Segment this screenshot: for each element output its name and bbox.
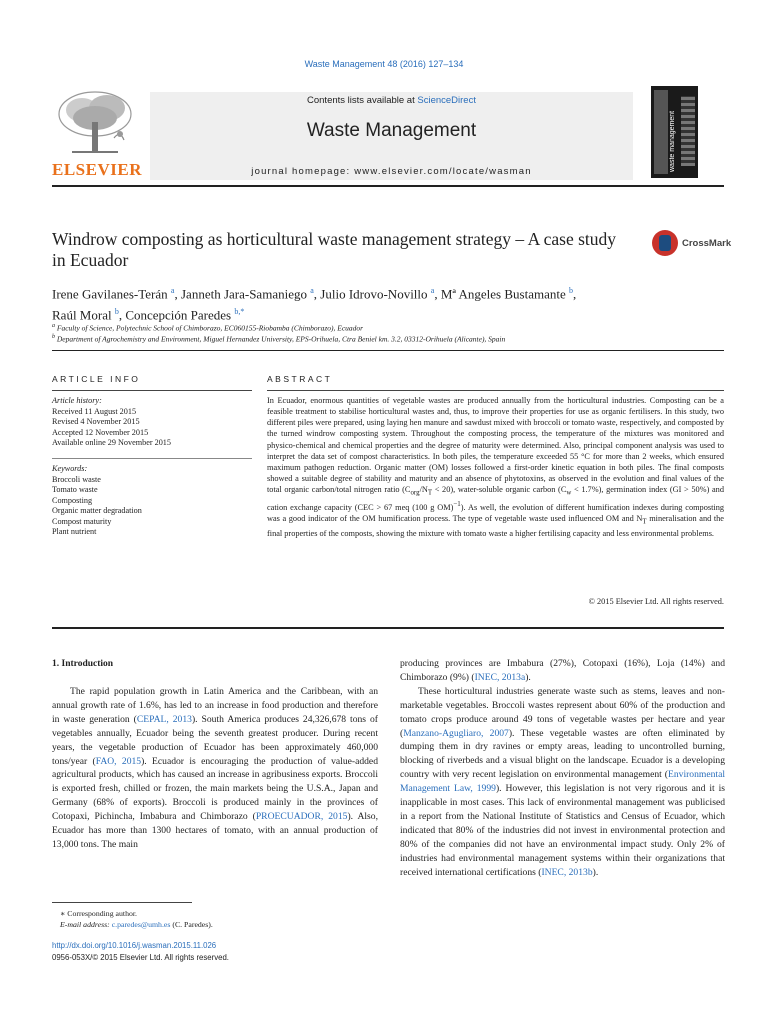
paragraph: These horticultural industries generate waste such as stems, leaves and non-marketable vegetables. Broccoli wastes represent about 60% of the production and tomato crops produce around 49 tons of vegetable wastes per hectare and year (Manzano-Agugliaro, 2007). These vegetable wastes are often eliminated by dumping them in dry ravines or empty areas, leading to uncontrolled burning, blocking of riverbeds and a visual blight on the landscape. Ecuador is a developing country with very recent legislation on environmental management (Environmental Management Law, 1999). However, this legislation is not very rigorous and it is inapplicable in most cases. This lack of environmental management was publicised in a report from the National Institute of Statistics and Census of Ecuador, which indicated that 80% of the industries did not invest in environmental protection and 80% of the companies did not have an environmental impact study. Only 2% of industries had environmental management systems within their organizations that received international certifications (INEC, 2013b).: [400, 685, 725, 878]
citation-link[interactable]: INEC, 2013b: [541, 866, 593, 878]
cover-strip: [654, 90, 668, 174]
paragraph: The rapid population growth in Latin America and the Caribbean, with an annual growth rate of 1.6%, has led to an increase in food production and therefore in waste generation (CEPAL, 2013). South America produces 24,326,678 tons of vegetables annually, Ecuador being the seventh greatest producer. During recent years, the vegetable production of Ecuador has been approximately 460,000 tons/year (FAO, 2015). Ecuador is encouraging the production of value-added agricultural products, which has caused an increase in agribusiness exports. Broccoli is exported fresh, chilled or frozen, the main markets being the U.S.A., Japan and Germany (68% of exports). Broccoli is produced mainly in the provinces of Cotopaxi, Pichincha, Imbabura and Chimborazo (PROECUADOR, 2015). Also, Ecuador has more than 1300 hectares of tomato, with an annual production of 13,000 tons. The main: [52, 686, 378, 850]
body-column-right: [400, 657, 725, 880]
keywords: [52, 464, 252, 538]
title-rule: [52, 350, 724, 351]
author-name[interactable]: Julio Idrovo-Novillo: [320, 286, 428, 302]
citation-link[interactable]: PROECUADOR, 2015: [255, 811, 348, 823]
abstract-copyright: © 2015 Elsevier Ltd. All rights reserved.: [588, 597, 724, 606]
author-list: [52, 282, 732, 324]
citation-link[interactable]: FAO, 2015: [95, 755, 142, 767]
elsevier-logo: [52, 88, 142, 180]
author-affil[interactable]: a: [170, 286, 175, 295]
author-affil[interactable]: a: [430, 286, 435, 295]
keyword-item: Organic matter degradation: [52, 506, 142, 515]
history-item: Accepted 12 November 2015: [52, 427, 149, 437]
email-label: E-mail address:: [60, 920, 112, 929]
keyword-item: Plant nutrient: [52, 527, 97, 536]
article-history: [52, 396, 252, 449]
journal-name: Waste Management: [306, 120, 477, 141]
author-name[interactable]: Irene Gavilanes-Terán: [52, 286, 168, 302]
author-affil[interactable]: b,*: [234, 306, 245, 316]
keyword-item: Tomato waste: [52, 485, 98, 494]
abstract-heading: ABSTRACT: [267, 374, 333, 384]
header-rule: [52, 185, 724, 187]
sciencedirect-link[interactable]: ScienceDirect: [417, 95, 476, 106]
author-name[interactable]: Janneth Jara-Samaniego: [180, 286, 307, 302]
journal-reference[interactable]: Waste Management 48 (2016) 127–134: [304, 59, 464, 69]
history-caption: Article history:: [52, 396, 102, 405]
paragraph: producing provinces are Imbabura (27%), Cotopaxi (16%), Loja (14%) and Chimborazo (9%) (INEC, 2013a).: [400, 658, 725, 683]
history-item: Revised 4 November 2015: [52, 417, 140, 426]
issn-copyright: 0956-053X/© 2015 Elsevier Ltd. All rights reserved.: [52, 953, 229, 962]
body-rule: [52, 627, 724, 629]
article-info-heading: ARTICLE INFO: [52, 374, 141, 384]
abstract-rule: [267, 390, 724, 391]
history-item: Received 11 August 2015: [52, 406, 137, 416]
author-affil[interactable]: b: [114, 306, 119, 316]
elsevier-wordmark: ELSEVIER: [52, 160, 142, 179]
corresponding-author-footnote: [52, 908, 378, 930]
crossmark-label: CrossMark: [682, 238, 732, 249]
keyword-item: Compost maturity: [52, 516, 112, 526]
keywords-caption: Keywords:: [52, 464, 88, 473]
cover-title: waste management: [669, 110, 676, 172]
contents-prefix: Contents lists available at: [307, 95, 418, 106]
author-sep: ,: [313, 286, 321, 302]
keyword-item: Composting: [52, 495, 93, 505]
author-name[interactable]: Mª Angeles Bustamante: [440, 286, 566, 302]
email-link[interactable]: c.paredes@umh.es: [111, 920, 171, 929]
doi-link[interactable]: http://dx.doi.org/10.1016/j.wasman.2015.11.026: [52, 941, 217, 950]
introduction-heading: 1. Introduction: [52, 659, 114, 669]
article-info-rule: [52, 390, 252, 391]
affiliation-b: $^b$ Department of Agrochemistry and Environment, Miguel Hernandez University, EPS-Orihuela, Ctra Beniel km. 3.2, 03312-Orihuela (Alicante), Spain: [52, 334, 506, 344]
history-rule: [52, 458, 252, 459]
journal-cover-thumbnail: [651, 86, 698, 178]
author-affil[interactable]: a: [310, 286, 314, 295]
body-column-left: [52, 685, 378, 852]
author-sep: ,: [174, 286, 181, 302]
author-sep: ,: [573, 286, 577, 302]
keyword-item: Broccoli waste: [52, 474, 101, 484]
affiliation-b-text: Department of Agrochemistry and Environment, Miguel Hernandez University, EPS-Orihuela, Ctra Beniel km. 3.2, 03312-Orihuela (Alicante), Spain: [56, 334, 506, 344]
journal-homepage[interactable]: journal homepage: www.elsevier.com/locate/wasman: [251, 166, 532, 177]
email-suffix: (C. Paredes).: [170, 920, 213, 929]
footnote-rule: [52, 902, 192, 903]
elsevier-tree-icon: [52, 88, 138, 158]
author-name[interactable]: Concepción Paredes: [125, 307, 232, 323]
crossmark-badge[interactable]: [652, 230, 732, 260]
abstract-text: In Ecuador, enormous quantities of vegetable wastes are produced annually from the horticultural industries. Composting can be a feasible treatment to stabilise horticultural wastes and, thus, to improve their properties for use as organic fertilisers. In this study, two different piles were prepared, using laying hen manure and sawdust mixed with broccoli or tomato waste, respectively, and composted by the turned windrow composting system. Throughout the composting process, the temperature of the mixtures was monitored and physico-chemical and chemical properties and the degree of maturity were determined. Also, principal component analysis was used to interpret the data set of compost characteristics. In both piles, the temperature exceeded 55 °C for more than 2 weeks, which ensured maximum pathogen reduction. Organic matter (OM) losses followed a first-order kinetic equation in both piles. The final composts showed a suitable degree of stability and maturity and an absence of phytotoxins, as observed in the evolution and final values of the total organic carbon/total nitrogen ratio $(C_{org}/N_T < 20)$, water-soluble organic carbon $(C_w < 1.7\%)$, germination index (GI > 50%) and cation exchange capacity (CEC > 67 meq (100 g OM)$^{-1}$). As well, the evolution of different humification indexes during composting was a good indicator of the OM humification process. The type of vegetable waste used influenced OM and $N_T$ mineralisation and the final properties of the composts, showing the mixture with tomato waste a higher fertilising capacity and less environmental problems.: [267, 396, 724, 538]
affiliation-a: $^a$ Faculty of Science, Polytechnic School of Chimborazo, EC060155-Riobamba (Chimborazo), Ecuador: [52, 323, 364, 333]
citation-link[interactable]: INEC, 2013a: [474, 671, 526, 683]
cover-image: [681, 96, 695, 166]
citation-link[interactable]: Manzano-Agugliaro, 2007: [403, 727, 509, 739]
author-name[interactable]: Raúl Moral: [52, 307, 112, 323]
article-title: Windrow composting as horticultural waste management strategy – A case study in Ecuador: [52, 229, 617, 270]
history-item: Available online 29 November 2015: [52, 438, 171, 447]
author-affil[interactable]: b: [569, 286, 573, 295]
citation-link[interactable]: Environmental Management Law, 1999: [400, 769, 725, 795]
author-sep: ,: [434, 286, 441, 302]
affiliation-a-text: Faculty of Science, Polytechnic School of Chimborazo, EC060155-Riobamba (Chimborazo), Ecuador: [56, 323, 364, 333]
crossmark-icon: [652, 230, 678, 256]
citation-link[interactable]: CEPAL, 2013: [136, 713, 192, 725]
corresponding-author-label: ∗ Corresponding author.: [60, 909, 137, 918]
contents-line: [150, 95, 633, 106]
author-sep: ,: [118, 307, 126, 323]
